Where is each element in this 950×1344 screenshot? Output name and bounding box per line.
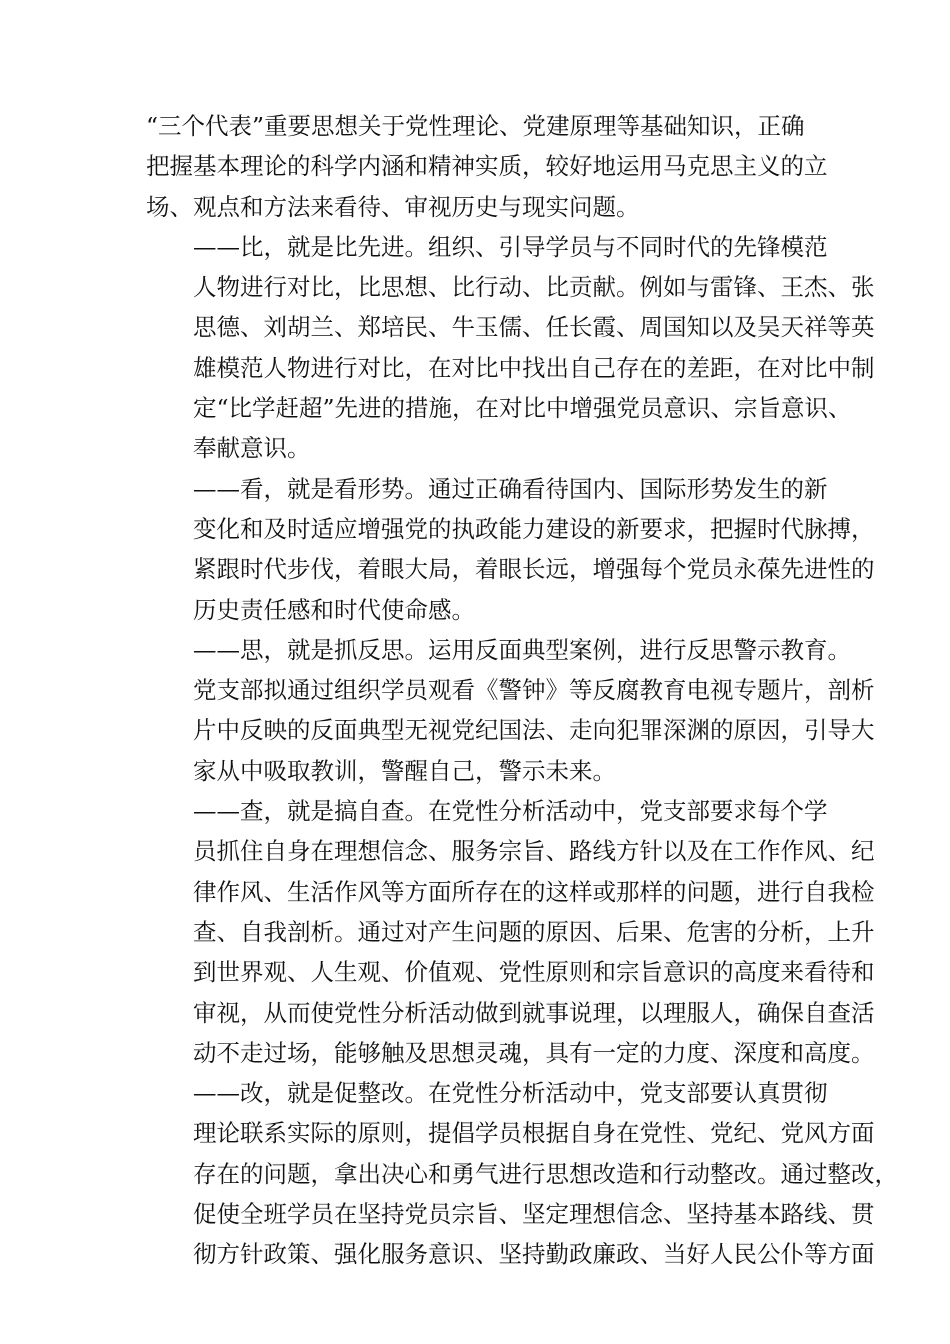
text-line: 奉献意识。 [193,434,311,463]
text-line: ——改，就是促整改。在党性分析活动中，党支部要认真贯彻 [193,1079,828,1108]
paragraph-bi [146,227,875,469]
text-line: 思德、刘胡兰、郑培民、牛玉儒、任长霞、周国知以及吴天祥等英 [193,313,875,342]
text-line: 动不走过场，能够触及思想灵魂，具有一定的力度、深度和高度。 [193,1038,875,1067]
paragraph-intro-continued [146,106,826,227]
document-body [146,106,898,1275]
text-line: 彻方针政策、强化服务意识、坚持勤政廉政、当好人民公仆等方面 [193,1240,875,1269]
text-line: 员抓住自身在理想信念、服务宗旨、路线方针以及在工作作风、纪 [193,837,875,866]
text-line: 理论联系实际的原则，提倡学员根据自身在党性、党纪、党风方面 [193,1119,875,1148]
text-line: 审视，从而使党性分析活动做到就事说理，以理服人，确保自查活 [193,998,875,1027]
text-line: 查、自我剖析。通过对产生问题的原因、后果、危害的分析，上升 [193,917,875,946]
text-line: 律作风、生活作风等方面所存在的这样或那样的问题，进行自我检 [193,877,875,906]
text-line: 场、观点和方法来看待、审视历史与现实问题。 [146,192,640,221]
paragraph-kan [146,469,875,630]
text-line: 促使全班学员在坚持党员宗旨、坚定理想信念、坚持基本路线、贯 [193,1200,875,1229]
text-line: ——查，就是搞自查。在党性分析活动中，党支部要求每个学 [193,797,828,826]
text-line: 片中反映的反面典型无视党纪国法、走向犯罪深渊的原因，引导大 [193,716,875,745]
text-line: ——思，就是抓反思。运用反面典型案例，进行反思警示教育。 [193,635,851,664]
text-line: 历史责任感和时代使命感。 [193,595,475,624]
text-line: 人物进行对比，比思想、比行动、比贡献。例如与雷锋、王杰、张 [193,273,875,302]
text-line: “三个代表”重要思想关于党性理论、党建原理等基础知识，正确 [146,112,805,140]
text-line: ——比，就是比先进。组织、引导学员与不同时代的先锋模范 [193,232,828,261]
paragraph-cha [146,791,875,1073]
text-line: 党支部拟通过组织学员观看《警钟》等反腐教育电视专题片，剖析 [193,676,875,705]
text-line: 家从中吸取教训，警醒自己，警示未来。 [193,756,616,785]
text-line: 到世界观、人生观、价值观、党性原则和宗旨意识的高度来看待和 [193,958,875,987]
text-line: 存在的问题，拿出决心和勇气进行思想改造和行动整改。通过整改， [193,1159,898,1188]
paragraph-si [146,630,875,791]
text-line: 变化和及时适应增强党的执政能力建设的新要求，把握时代脉搏， [193,514,875,543]
text-line: 定“比学赶超”先进的措施，在对比中增强党员意识、宗旨意识、 [193,394,852,423]
text-line: 紧跟时代步伐，着眼大局，着眼长远，增强每个党员永葆先进性的 [193,555,875,584]
paragraph-gai [146,1073,898,1274]
text-line: 雄模范人物进行对比，在对比中找出自己存在的差距，在对比中制 [193,353,875,382]
text-line: 把握基本理论的科学内涵和精神实质，较好地运用马克思主义的立 [146,152,828,181]
text-line: ——看，就是看形势。通过正确看待国内、国际形势发生的新 [193,474,828,503]
